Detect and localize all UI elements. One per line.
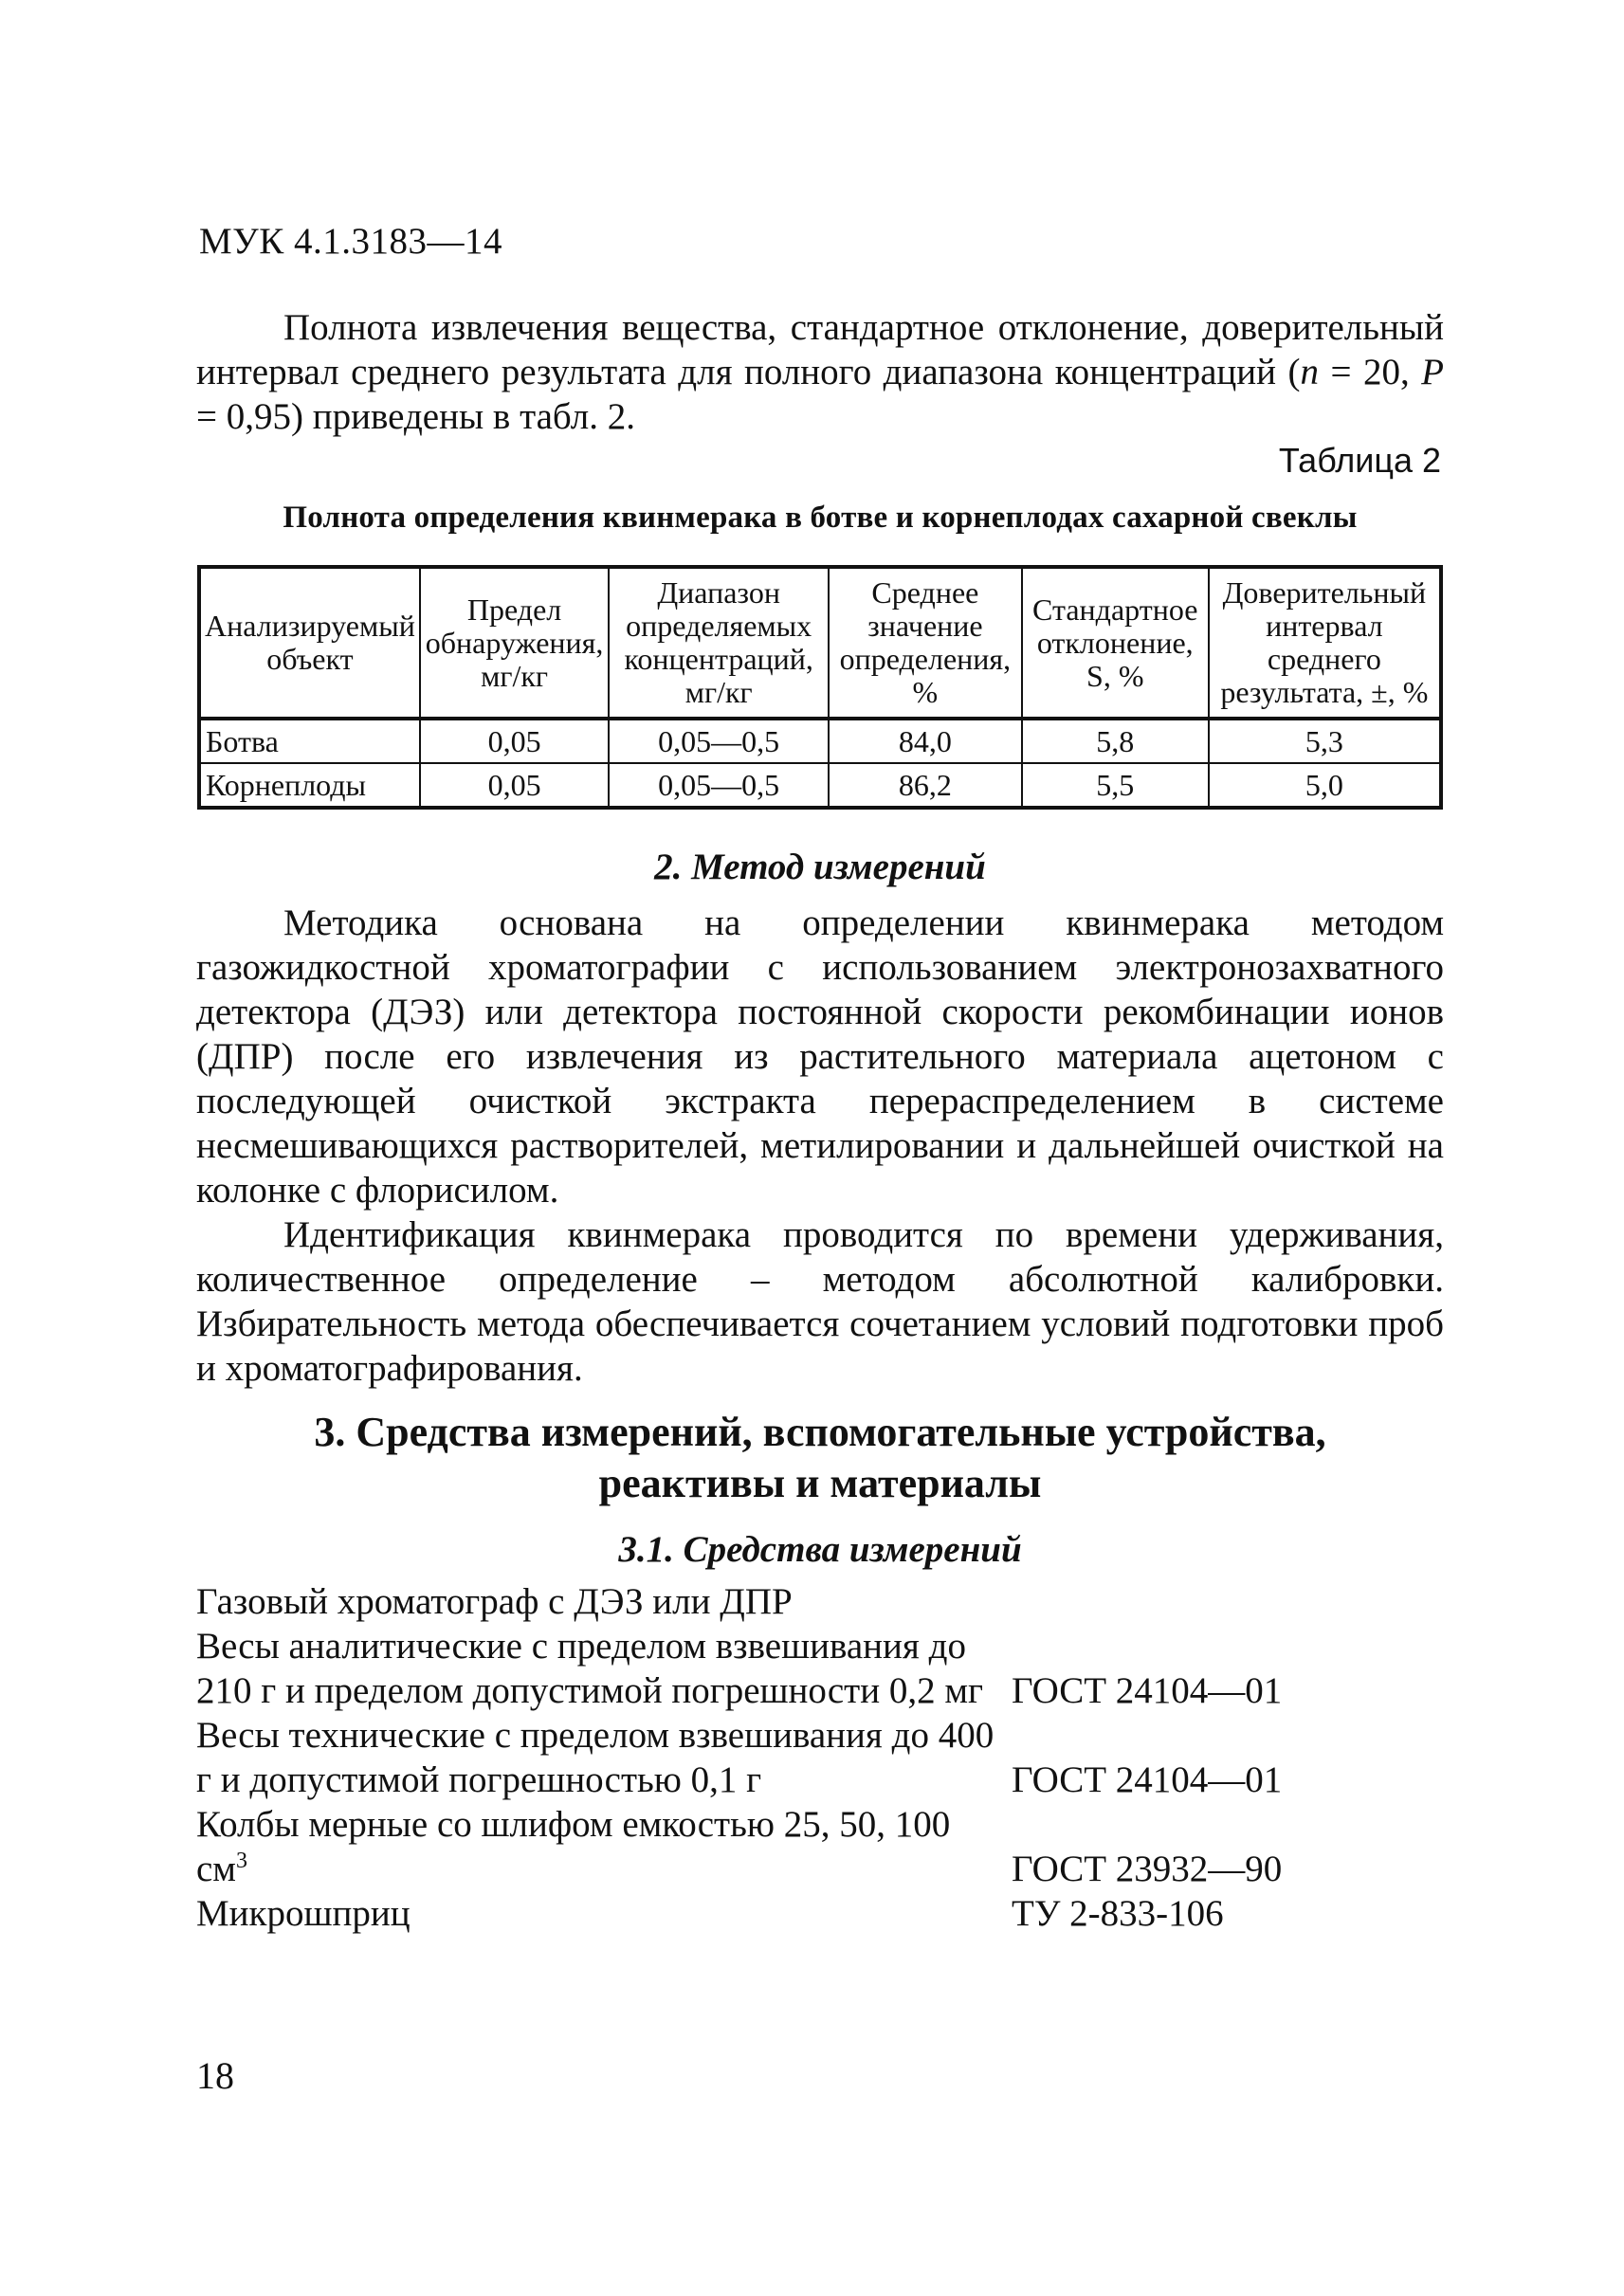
section-3-title: 3. Средства измерений, вспомогательные устройства, реактивы и материалы <box>314 1409 1326 1506</box>
table-cell: 86,2 <box>829 763 1022 808</box>
section-3-1-title: 3.1. Средства измерений <box>618 1529 1022 1570</box>
list-item: Весы аналитические с пределом взвешивания до 210 г и пределом допустимой погрешности 0,2 мг ГОСТ 24104—01 <box>196 1626 1283 1711</box>
table-row <box>199 719 1441 763</box>
column-header: Анализируемый объект <box>199 567 420 719</box>
section-2-title: 2. Метод измерений <box>654 847 986 887</box>
table-cell: 5,0 <box>1209 763 1441 808</box>
list-item: Колбы мерные со шлифом емкостью 25, 50, 100 $см^3$ ГОСТ 23932—90 <box>196 1804 1283 1889</box>
page-number: 18 <box>196 2054 234 2097</box>
intro-paragraph: Полнота извлечения вещества, стандартное отклонение, доверительный интервал среднего результата для полного диапазона концентраций (n = 20, P = 0,95) приведены в табл. 2. <box>196 307 1444 437</box>
table-row <box>199 763 1441 808</box>
column-header: Доверительный интервал среднего результата, ±, % <box>1209 567 1441 719</box>
identification-paragraph: Идентификация квинмерака проводится по времени удерживания, количественное определение – методом абсолютной калибровки. Избирательность метода обеспечивается сочетанием условий подготовки проб и хроматографирования. <box>196 1214 1444 1389</box>
list-item: Микрошприц ТУ 2-833-106 <box>196 1893 1224 1934</box>
column-header: Стандартное отклонение, S, % <box>1022 567 1209 719</box>
table-cell: 5,8 <box>1022 719 1209 763</box>
table-cell: 0,05—0,5 <box>609 719 829 763</box>
table-cell: 0,05—0,5 <box>609 763 829 808</box>
column-header: Диапазон определяемых концентраций, мг/кг <box>609 567 829 719</box>
column-header: Среднее значение определения, % <box>829 567 1022 719</box>
table-label: Таблица 2 <box>1278 441 1441 480</box>
list-item: Весы технические с пределом взвешивания до 400 г и допустимой погрешностью 0,1 г ГОСТ 24104—01 <box>196 1715 1283 1800</box>
table-title: Полнота определения квинмерака в ботве и корнеплодах сахарной свеклы <box>283 501 1358 535</box>
recovery-table <box>197 565 1443 810</box>
table-cell: Корнеплоды <box>199 763 420 808</box>
list-item: Газовый хроматограф с ДЭЗ или ДПР <box>196 1581 793 1622</box>
table-cell: 84,0 <box>829 719 1022 763</box>
table-cell: 5,3 <box>1209 719 1441 763</box>
table-cell: 5,5 <box>1022 763 1209 808</box>
column-header: Предел обнаружения, мг/кг <box>420 567 610 719</box>
table-cell: 0,05 <box>420 763 610 808</box>
method-paragraph: Методика основана на определении квинмерака методом газожидкостной хроматографии с использованием электронозахватного детектора (ДЭЗ) или детектора постоянной скорости рекомбинации ионов (ДПР) после его извлечения из растительного материала ацетоном с последующей очисткой экстракта перераспределением в системе несмешивающихся растворителей, метилировании и дальнейшей очисткой на колонке с флорисилом. <box>196 902 1444 1211</box>
table-cell: Ботва <box>199 719 420 763</box>
document-code: МУК 4.1.3183—14 <box>199 221 503 262</box>
table-cell: 0,05 <box>420 719 610 763</box>
table-header-row <box>199 567 1441 719</box>
equipment-list <box>196 1579 1372 1936</box>
